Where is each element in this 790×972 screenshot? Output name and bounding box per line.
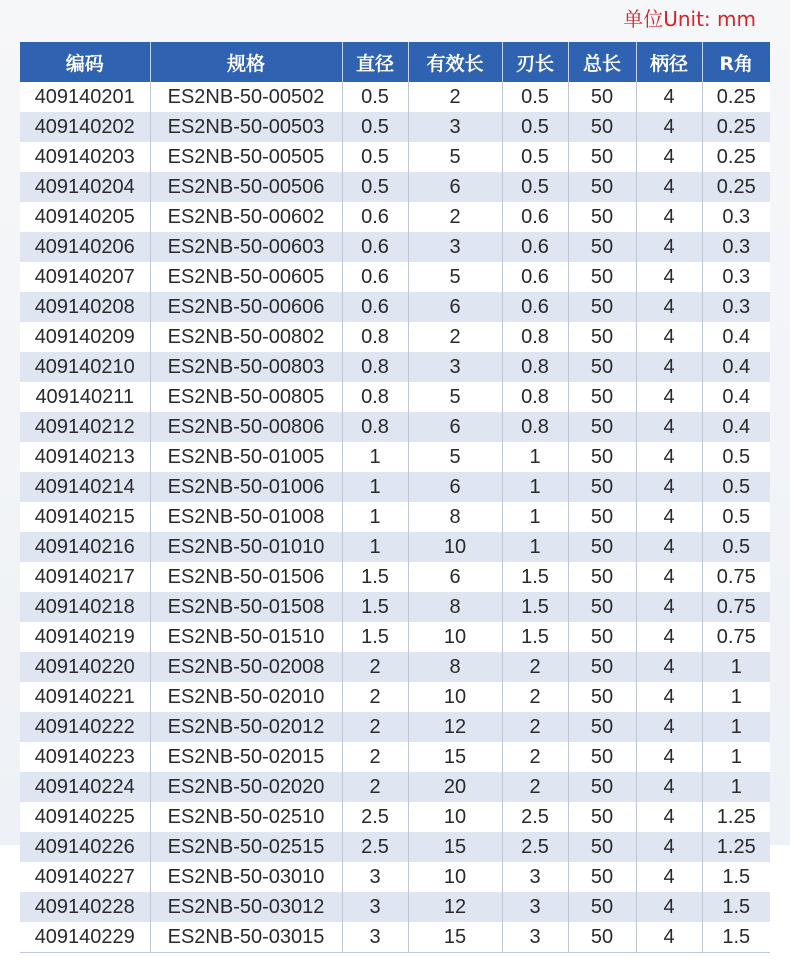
cell-corner-radius: 1.25 xyxy=(702,802,770,832)
cell-code: 409140208 xyxy=(20,292,150,322)
cell-diameter: 0.8 xyxy=(342,382,408,412)
cell-flute-length: 2 xyxy=(502,772,568,802)
table-row xyxy=(20,292,770,322)
cell-overall-length: 50 xyxy=(568,742,636,772)
cell-effective-length: 15 xyxy=(408,742,502,772)
cell-overall-length: 50 xyxy=(568,712,636,742)
header-effective-length: 有效长 xyxy=(408,42,502,82)
cell-corner-radius: 0.25 xyxy=(702,142,770,172)
cell-diameter: 0.6 xyxy=(342,292,408,322)
cell-effective-length: 6 xyxy=(408,292,502,322)
cell-spec: ES2NB-50-02010 xyxy=(150,682,342,712)
cell-spec: ES2NB-50-00606 xyxy=(150,292,342,322)
cell-overall-length: 50 xyxy=(568,832,636,862)
cell-corner-radius: 0.4 xyxy=(702,412,770,442)
cell-code: 409140225 xyxy=(20,802,150,832)
cell-overall-length: 50 xyxy=(568,682,636,712)
table-row xyxy=(20,232,770,262)
cell-flute-length: 0.5 xyxy=(502,112,568,142)
cell-shank-diameter: 4 xyxy=(636,922,702,953)
cell-diameter: 2.5 xyxy=(342,802,408,832)
table-row xyxy=(20,622,770,652)
table-row xyxy=(20,202,770,232)
cell-spec: ES2NB-50-00806 xyxy=(150,412,342,442)
cell-spec: ES2NB-50-02008 xyxy=(150,652,342,682)
cell-shank-diameter: 4 xyxy=(636,352,702,382)
cell-shank-diameter: 4 xyxy=(636,742,702,772)
cell-code: 409140214 xyxy=(20,472,150,502)
cell-shank-diameter: 4 xyxy=(636,712,702,742)
table-row xyxy=(20,262,770,292)
table-row xyxy=(20,352,770,382)
cell-flute-length: 0.6 xyxy=(502,232,568,262)
table-row xyxy=(20,892,770,922)
header-flute-length: 刃长 xyxy=(502,42,568,82)
cell-corner-radius: 1.5 xyxy=(702,922,770,953)
cell-flute-length: 2.5 xyxy=(502,832,568,862)
cell-flute-length: 1 xyxy=(502,502,568,532)
cell-spec: ES2NB-50-01005 xyxy=(150,442,342,472)
cell-effective-length: 10 xyxy=(408,622,502,652)
cell-overall-length: 50 xyxy=(568,532,636,562)
cell-effective-length: 10 xyxy=(408,862,502,892)
cell-overall-length: 50 xyxy=(568,772,636,802)
cell-shank-diameter: 4 xyxy=(636,622,702,652)
cell-diameter: 1 xyxy=(342,502,408,532)
cell-shank-diameter: 4 xyxy=(636,232,702,262)
cell-spec: ES2NB-50-00605 xyxy=(150,262,342,292)
cell-overall-length: 50 xyxy=(568,592,636,622)
cell-overall-length: 50 xyxy=(568,292,636,322)
table-row xyxy=(20,412,770,442)
cell-flute-length: 1.5 xyxy=(502,622,568,652)
cell-spec: ES2NB-50-00502 xyxy=(150,82,342,112)
table-row xyxy=(20,532,770,562)
cell-code: 409140211 xyxy=(20,382,150,412)
cell-code: 409140220 xyxy=(20,652,150,682)
table-row xyxy=(20,772,770,802)
cell-flute-length: 2 xyxy=(502,652,568,682)
cell-code: 409140207 xyxy=(20,262,150,292)
cell-effective-length: 3 xyxy=(408,232,502,262)
cell-code: 409140206 xyxy=(20,232,150,262)
cell-corner-radius: 1.5 xyxy=(702,892,770,922)
cell-shank-diameter: 4 xyxy=(636,652,702,682)
cell-spec: ES2NB-50-02012 xyxy=(150,712,342,742)
cell-shank-diameter: 4 xyxy=(636,832,702,862)
cell-overall-length: 50 xyxy=(568,412,636,442)
header-corner-radius: R角 xyxy=(702,42,770,82)
cell-spec: ES2NB-50-01010 xyxy=(150,532,342,562)
cell-corner-radius: 0.25 xyxy=(702,172,770,202)
table-row xyxy=(20,922,770,953)
cell-code: 409140229 xyxy=(20,922,150,953)
cell-diameter: 0.5 xyxy=(342,112,408,142)
cell-code: 409140212 xyxy=(20,412,150,442)
cell-diameter: 0.6 xyxy=(342,232,408,262)
cell-code: 409140227 xyxy=(20,862,150,892)
cell-diameter: 0.6 xyxy=(342,262,408,292)
cell-spec: ES2NB-50-01506 xyxy=(150,562,342,592)
header-shank-diameter: 柄径 xyxy=(636,42,702,82)
table-row xyxy=(20,652,770,682)
cell-corner-radius: 0.5 xyxy=(702,442,770,472)
cell-code: 409140219 xyxy=(20,622,150,652)
cell-effective-length: 2 xyxy=(408,322,502,352)
cell-diameter: 2 xyxy=(342,772,408,802)
cell-diameter: 0.6 xyxy=(342,202,408,232)
table-row xyxy=(20,712,770,742)
cell-overall-length: 50 xyxy=(568,922,636,953)
cell-flute-length: 1 xyxy=(502,532,568,562)
cell-spec: ES2NB-50-02510 xyxy=(150,802,342,832)
cell-corner-radius: 1 xyxy=(702,772,770,802)
cell-shank-diameter: 4 xyxy=(636,772,702,802)
table-row xyxy=(20,832,770,862)
cell-spec: ES2NB-50-00802 xyxy=(150,322,342,352)
cell-corner-radius: 1 xyxy=(702,652,770,682)
cell-effective-length: 6 xyxy=(408,172,502,202)
header-row xyxy=(20,42,770,82)
cell-shank-diameter: 4 xyxy=(636,682,702,712)
cell-spec: ES2NB-50-01006 xyxy=(150,472,342,502)
cell-overall-length: 50 xyxy=(568,892,636,922)
cell-overall-length: 50 xyxy=(568,562,636,592)
cell-shank-diameter: 4 xyxy=(636,172,702,202)
unit-label: 单位Unit: mm xyxy=(623,7,756,31)
cell-diameter: 1.5 xyxy=(342,592,408,622)
cell-shank-diameter: 4 xyxy=(636,202,702,232)
cell-effective-length: 6 xyxy=(408,472,502,502)
cell-corner-radius: 0.25 xyxy=(702,82,770,112)
cell-corner-radius: 0.4 xyxy=(702,382,770,412)
cell-corner-radius: 0.3 xyxy=(702,262,770,292)
cell-spec: ES2NB-50-01510 xyxy=(150,622,342,652)
table-body xyxy=(20,82,770,953)
cell-shank-diameter: 4 xyxy=(636,892,702,922)
cell-flute-length: 2.5 xyxy=(502,802,568,832)
cell-overall-length: 50 xyxy=(568,202,636,232)
cell-code: 409140228 xyxy=(20,892,150,922)
cell-effective-length: 12 xyxy=(408,712,502,742)
cell-overall-length: 50 xyxy=(568,442,636,472)
cell-overall-length: 50 xyxy=(568,172,636,202)
cell-flute-length: 1.5 xyxy=(502,592,568,622)
cell-spec: ES2NB-50-00503 xyxy=(150,112,342,142)
cell-spec: ES2NB-50-02515 xyxy=(150,832,342,862)
cell-overall-length: 50 xyxy=(568,472,636,502)
cell-flute-length: 2 xyxy=(502,742,568,772)
cell-effective-length: 8 xyxy=(408,652,502,682)
cell-effective-length: 2 xyxy=(408,202,502,232)
cell-spec: ES2NB-50-00805 xyxy=(150,382,342,412)
cell-flute-length: 1 xyxy=(502,472,568,502)
cell-effective-length: 2 xyxy=(408,82,502,112)
cell-flute-length: 1 xyxy=(502,442,568,472)
cell-flute-length: 3 xyxy=(502,922,568,953)
cell-flute-length: 0.8 xyxy=(502,322,568,352)
cell-shank-diameter: 4 xyxy=(636,472,702,502)
cell-corner-radius: 1 xyxy=(702,712,770,742)
cell-code: 409140217 xyxy=(20,562,150,592)
cell-code: 409140210 xyxy=(20,352,150,382)
cell-shank-diameter: 4 xyxy=(636,82,702,112)
table-row xyxy=(20,592,770,622)
cell-code: 409140224 xyxy=(20,772,150,802)
cell-spec: ES2NB-50-00603 xyxy=(150,232,342,262)
cell-flute-length: 0.6 xyxy=(502,292,568,322)
cell-shank-diameter: 4 xyxy=(636,262,702,292)
cell-effective-length: 5 xyxy=(408,442,502,472)
cell-diameter: 1.5 xyxy=(342,622,408,652)
cell-flute-length: 2 xyxy=(502,682,568,712)
cell-diameter: 3 xyxy=(342,862,408,892)
header-code: 编码 xyxy=(20,42,150,82)
cell-effective-length: 5 xyxy=(408,382,502,412)
cell-corner-radius: 1 xyxy=(702,742,770,772)
cell-diameter: 1 xyxy=(342,472,408,502)
cell-overall-length: 50 xyxy=(568,622,636,652)
cell-effective-length: 3 xyxy=(408,112,502,142)
cell-overall-length: 50 xyxy=(568,652,636,682)
cell-flute-length: 3 xyxy=(502,892,568,922)
cell-shank-diameter: 4 xyxy=(636,532,702,562)
cell-code: 409140201 xyxy=(20,82,150,112)
table-row xyxy=(20,322,770,352)
cell-effective-length: 6 xyxy=(408,562,502,592)
cell-flute-length: 3 xyxy=(502,862,568,892)
spec-table xyxy=(20,42,770,953)
table-row xyxy=(20,742,770,772)
cell-overall-length: 50 xyxy=(568,352,636,382)
cell-effective-length: 12 xyxy=(408,892,502,922)
cell-diameter: 2.5 xyxy=(342,832,408,862)
cell-corner-radius: 0.5 xyxy=(702,532,770,562)
cell-overall-length: 50 xyxy=(568,502,636,532)
cell-corner-radius: 0.75 xyxy=(702,592,770,622)
header-overall-length: 总长 xyxy=(568,42,636,82)
cell-spec: ES2NB-50-03015 xyxy=(150,922,342,953)
cell-overall-length: 50 xyxy=(568,232,636,262)
cell-flute-length: 0.5 xyxy=(502,142,568,172)
cell-spec: ES2NB-50-00803 xyxy=(150,352,342,382)
cell-shank-diameter: 4 xyxy=(636,442,702,472)
cell-diameter: 1 xyxy=(342,442,408,472)
cell-diameter: 0.8 xyxy=(342,322,408,352)
cell-code: 409140202 xyxy=(20,112,150,142)
cell-corner-radius: 0.25 xyxy=(702,112,770,142)
cell-code: 409140209 xyxy=(20,322,150,352)
cell-code: 409140226 xyxy=(20,832,150,862)
cell-flute-length: 2 xyxy=(502,712,568,742)
cell-flute-length: 0.5 xyxy=(502,172,568,202)
cell-corner-radius: 0.3 xyxy=(702,232,770,262)
cell-shank-diameter: 4 xyxy=(636,562,702,592)
table-row xyxy=(20,862,770,892)
cell-effective-length: 3 xyxy=(408,352,502,382)
cell-diameter: 3 xyxy=(342,922,408,953)
cell-shank-diameter: 4 xyxy=(636,802,702,832)
cell-diameter: 0.5 xyxy=(342,172,408,202)
cell-effective-length: 8 xyxy=(408,502,502,532)
cell-spec: ES2NB-50-02020 xyxy=(150,772,342,802)
cell-diameter: 1 xyxy=(342,532,408,562)
cell-flute-length: 1.5 xyxy=(502,562,568,592)
header-spec: 规格 xyxy=(150,42,342,82)
cell-effective-length: 10 xyxy=(408,682,502,712)
cell-overall-length: 50 xyxy=(568,142,636,172)
table-row xyxy=(20,442,770,472)
cell-effective-length: 20 xyxy=(408,772,502,802)
cell-diameter: 0.8 xyxy=(342,352,408,382)
cell-diameter: 3 xyxy=(342,892,408,922)
cell-corner-radius: 0.75 xyxy=(702,622,770,652)
cell-corner-radius: 0.4 xyxy=(702,352,770,382)
table-row xyxy=(20,142,770,172)
cell-corner-radius: 0.75 xyxy=(702,562,770,592)
cell-spec: ES2NB-50-00602 xyxy=(150,202,342,232)
table-row xyxy=(20,112,770,142)
cell-code: 409140216 xyxy=(20,532,150,562)
cell-effective-length: 6 xyxy=(408,412,502,442)
cell-shank-diameter: 4 xyxy=(636,862,702,892)
cell-shank-diameter: 4 xyxy=(636,142,702,172)
cell-shank-diameter: 4 xyxy=(636,502,702,532)
cell-effective-length: 10 xyxy=(408,802,502,832)
cell-overall-length: 50 xyxy=(568,112,636,142)
cell-diameter: 1.5 xyxy=(342,562,408,592)
cell-code: 409140213 xyxy=(20,442,150,472)
cell-flute-length: 0.8 xyxy=(502,412,568,442)
cell-corner-radius: 1 xyxy=(702,682,770,712)
cell-effective-length: 5 xyxy=(408,262,502,292)
cell-code: 409140221 xyxy=(20,682,150,712)
table-row xyxy=(20,562,770,592)
cell-code: 409140205 xyxy=(20,202,150,232)
table-row xyxy=(20,472,770,502)
table-row xyxy=(20,382,770,412)
cell-spec: ES2NB-50-00505 xyxy=(150,142,342,172)
cell-code: 409140223 xyxy=(20,742,150,772)
cell-overall-length: 50 xyxy=(568,322,636,352)
cell-diameter: 0.8 xyxy=(342,412,408,442)
cell-flute-length: 0.5 xyxy=(502,82,568,112)
cell-code: 409140222 xyxy=(20,712,150,742)
cell-overall-length: 50 xyxy=(568,802,636,832)
cell-code: 409140218 xyxy=(20,592,150,622)
cell-code: 409140215 xyxy=(20,502,150,532)
cell-corner-radius: 0.3 xyxy=(702,202,770,232)
cell-flute-length: 0.6 xyxy=(502,262,568,292)
cell-effective-length: 10 xyxy=(408,532,502,562)
cell-spec: ES2NB-50-00506 xyxy=(150,172,342,202)
cell-shank-diameter: 4 xyxy=(636,322,702,352)
cell-spec: ES2NB-50-01508 xyxy=(150,592,342,622)
cell-corner-radius: 0.5 xyxy=(702,472,770,502)
cell-diameter: 2 xyxy=(342,682,408,712)
cell-spec: ES2NB-50-03010 xyxy=(150,862,342,892)
table-row xyxy=(20,172,770,202)
cell-shank-diameter: 4 xyxy=(636,592,702,622)
table-row xyxy=(20,682,770,712)
cell-overall-length: 50 xyxy=(568,82,636,112)
cell-corner-radius: 1.25 xyxy=(702,832,770,862)
cell-shank-diameter: 4 xyxy=(636,292,702,322)
cell-code: 409140204 xyxy=(20,172,150,202)
cell-spec: ES2NB-50-03012 xyxy=(150,892,342,922)
cell-diameter: 2 xyxy=(342,712,408,742)
cell-shank-diameter: 4 xyxy=(636,112,702,142)
header-diameter: 直径 xyxy=(342,42,408,82)
cell-effective-length: 8 xyxy=(408,592,502,622)
cell-diameter: 0.5 xyxy=(342,142,408,172)
cell-corner-radius: 0.5 xyxy=(702,502,770,532)
cell-spec: ES2NB-50-02015 xyxy=(150,742,342,772)
cell-flute-length: 0.6 xyxy=(502,202,568,232)
cell-diameter: 2 xyxy=(342,742,408,772)
table-header xyxy=(20,42,770,82)
cell-shank-diameter: 4 xyxy=(636,382,702,412)
cell-flute-length: 0.8 xyxy=(502,382,568,412)
cell-shank-diameter: 4 xyxy=(636,412,702,442)
table-row xyxy=(20,502,770,532)
cell-corner-radius: 1.5 xyxy=(702,862,770,892)
cell-flute-length: 0.8 xyxy=(502,352,568,382)
cell-corner-radius: 0.4 xyxy=(702,322,770,352)
cell-diameter: 2 xyxy=(342,652,408,682)
cell-code: 409140203 xyxy=(20,142,150,172)
cell-effective-length: 15 xyxy=(408,922,502,953)
table-row xyxy=(20,802,770,832)
table-row xyxy=(20,82,770,112)
cell-overall-length: 50 xyxy=(568,262,636,292)
cell-overall-length: 50 xyxy=(568,862,636,892)
cell-diameter: 0.5 xyxy=(342,82,408,112)
cell-spec: ES2NB-50-01008 xyxy=(150,502,342,532)
cell-effective-length: 5 xyxy=(408,142,502,172)
cell-overall-length: 50 xyxy=(568,382,636,412)
cell-corner-radius: 0.3 xyxy=(702,292,770,322)
cell-effective-length: 15 xyxy=(408,832,502,862)
